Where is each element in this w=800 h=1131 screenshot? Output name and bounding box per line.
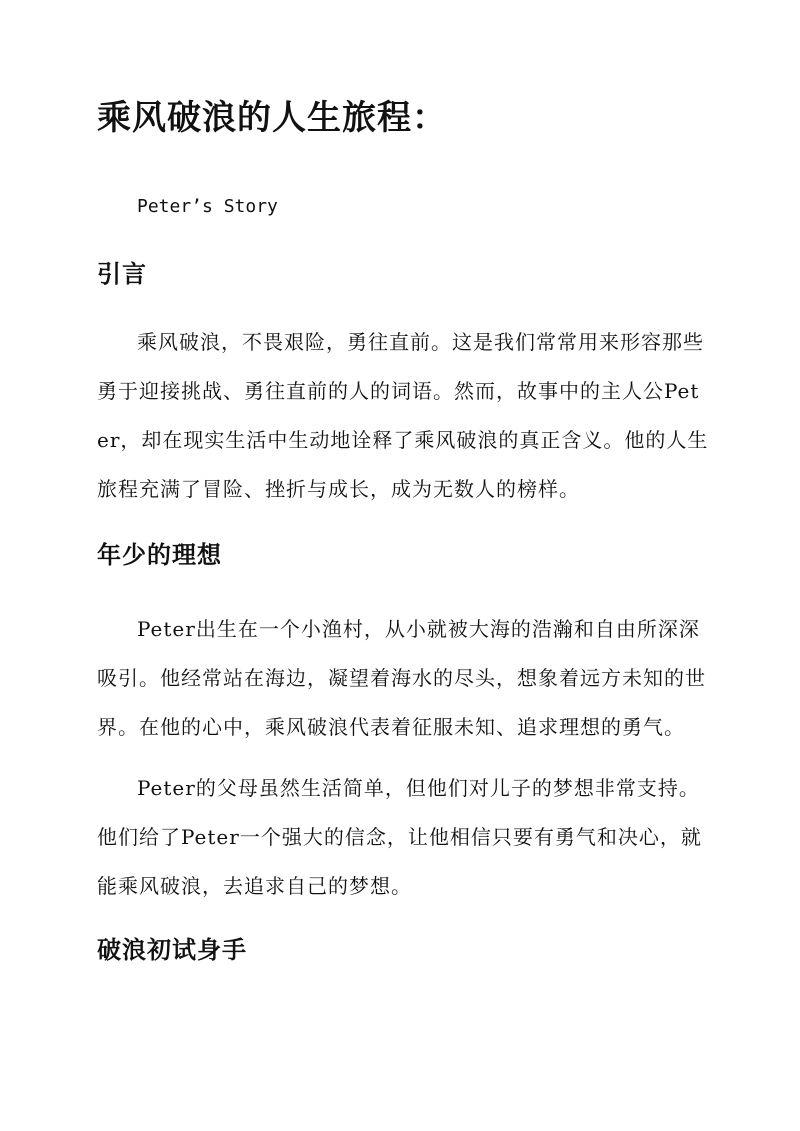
paragraph-line: 界。在他的心中，乘风破浪代表着征服未知、追求理想的勇气。 — [97, 715, 685, 739]
paragraph-line: 旅程充满了冒险、挫折与成长，成为无数人的榜样。 — [97, 477, 580, 501]
paragraph-youth-2 — [97, 764, 703, 911]
document-title: 乘风破浪的人生旅程： — [97, 98, 447, 138]
section-heading-intro: 引言 — [97, 259, 147, 288]
paragraph-line: Peter出生在一个小渔村，从小就被大海的浩瀚和自由所深深 — [137, 617, 700, 641]
paragraph-line: 乘风破浪，不畏艰险，勇往直前。这是我们常常用来形容那些 — [137, 330, 704, 354]
section-heading-youthful-ideals: 年少的理想 — [97, 540, 222, 569]
section-heading-first-trial: 破浪初试身手 — [97, 935, 247, 964]
paragraph-line: 勇于迎接挑战、勇往直前的人的词语。然而，故事中的主人公Pet — [97, 379, 700, 403]
paragraph-line: er，却在现实生活中生动地诠释了乘风破浪的真正含义。他的人生 — [97, 428, 709, 452]
paragraph-line: Peter的父母虽然生活简单，但他们对儿子的梦想非常支持。 — [137, 776, 700, 800]
document-subtitle: Peter’s Story — [137, 196, 278, 217]
paragraph-line: 吸引。他经常站在海边，凝望着海水的尽头，想象着远方未知的世 — [97, 666, 706, 690]
paragraph-line: 他们给了Peter一个强大的信念，让他相信只要有勇气和决心，就 — [97, 825, 702, 849]
paragraph-intro — [97, 318, 709, 514]
paragraph-youth-1 — [97, 605, 706, 752]
paragraph-line: 能乘风破浪，去追求自己的梦想。 — [97, 874, 412, 898]
